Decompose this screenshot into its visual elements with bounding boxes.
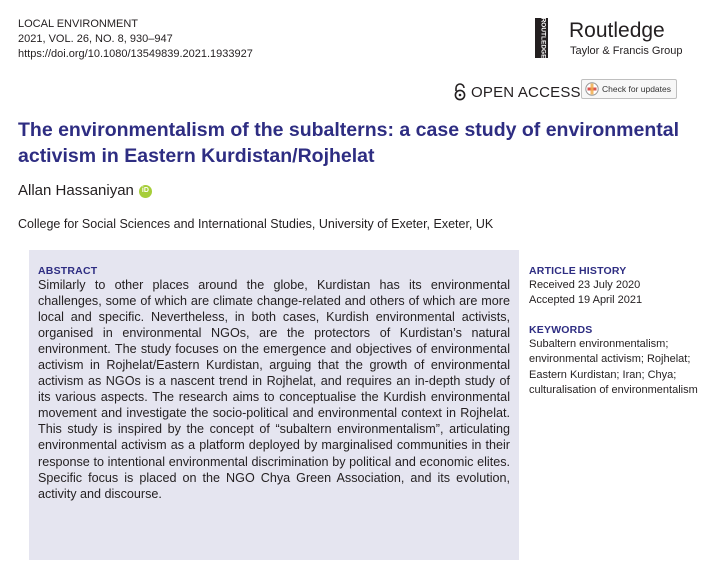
- author-line: [18, 182, 152, 200]
- journal-info: [18, 17, 253, 62]
- routledge-vertical-mark: ROUTLEDGE: [539, 17, 547, 59]
- crossmark-icon: [585, 82, 599, 96]
- publisher-name: Routledge: [569, 19, 665, 42]
- article-title: The environmentalism of the subalterns: a case study of environmental activism in Eastern Kurdistan/Rojhelat: [18, 119, 679, 167]
- orcid-icon[interactable]: iD: [139, 185, 152, 198]
- open-access-badge: [453, 82, 581, 102]
- journal-volume: 2021, VOL. 26, NO. 8, 930–947: [18, 33, 173, 45]
- article-history-heading: ARTICLE HISTORY: [529, 265, 627, 277]
- check-for-updates-button[interactable]: [581, 79, 677, 99]
- keywords-heading: KEYWORDS: [529, 324, 593, 336]
- keywords-list: Subaltern environmentalism; environmental activism; Rojhelat; Eastern Kurdistan; Iran; Chya; culturalisation of environmentalism: [529, 338, 698, 397]
- journal-name: LOCAL ENVIRONMENT: [18, 18, 139, 30]
- doi-link[interactable]: https://doi.org/10.1080/13549839.2021.1933927: [18, 48, 253, 60]
- abstract-text: Similarly to other places around the globe, Kurdistan has its environmental challenges, some of which are climate change-related and others of which are more local and specific. Nevertheless, in both cases, Kurdish environmental activists, organised in environmental NGOs, are the protectors of Kurdistan’s natural environment. The study focuses on the emergence and objectives of environmental activism in Rojhelat/Eastern Kurdistan, arguing that the growth of environmental activism as NGOs is a nascent trend in Rojhelat, and requires an in-depth study of its various aspects. The research aims to conceptualise the Kurdish environmental movement and investigate the socio-political and environmental context in Rojhelat. This study is inspired by the concept of “subaltern environmentalism”, articulating environmental activism as a platform deployed by marginalised communities in their response to intentional environmental discrimination by political and economic elites. Specific focus is placed on the NGO Chya Green Association, and its evolution, activity and discourse.: [38, 278, 510, 501]
- affiliation: College for Social Sciences and International Studies, University of Exeter, Exeter, UK: [18, 217, 494, 231]
- abstract-box: [29, 250, 519, 560]
- article-sidebar: [529, 265, 699, 399]
- publisher-group: Taylor & Francis Group: [570, 45, 683, 57]
- check-for-updates-label: Check for updates: [602, 84, 671, 94]
- routledge-logo-icon: [533, 16, 563, 60]
- received-date: Received 23 July 2020: [529, 279, 641, 291]
- open-lock-icon: [453, 83, 467, 101]
- accepted-date: Accepted 19 April 2021: [529, 294, 643, 306]
- author-name[interactable]: Allan Hassaniyan: [18, 182, 134, 199]
- abstract-heading: ABSTRACT: [38, 265, 98, 277]
- open-access-label: OPEN ACCESS: [471, 83, 581, 101]
